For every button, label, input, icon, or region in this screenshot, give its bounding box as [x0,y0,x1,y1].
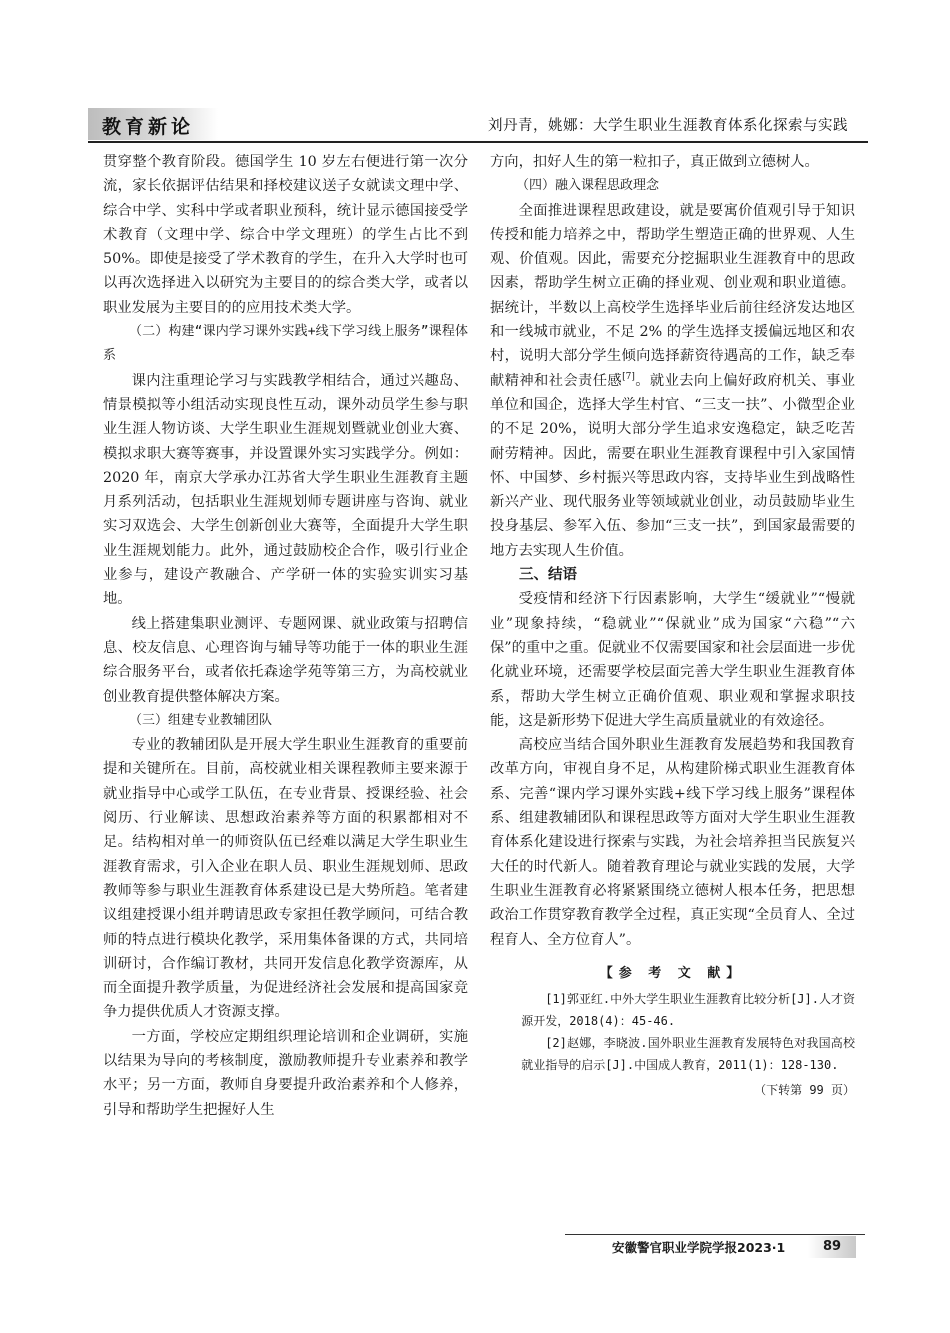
subsection-heading: （三）组建专业教辅团队 [129,712,273,728]
subsection-heading: （四）融入课程思政理念 [516,178,660,194]
paragraph: 课内注重理论学习与实践教学相结合，通过兴趣岛、情景模拟等小组活动实现良性互动，课外动员学生参与职业生涯人物访谈、大学生职业生涯规划暨就业创业大赛、模拟求职大赛等赛事，并设置课外实习实践学分。例如：2020 年，南京大学承办江苏省大学生职业生涯教育主题月系列活动，包括职业生涯规划师专题讲座与咨询、就业实习双选会、大学生创新创业大赛等，全面提升大学生职业生涯规划能力。此外，通过鼓励校企合作，吸引行业企业参与，建设产教融合、产学研一体的实验实训实习基地。 [103,372,468,608]
right-column [490,150,855,1102]
references-heading: 【参 考 文 献】 [599,965,746,981]
reference-item: [1]郭亚红.中外大学生职业生涯教育比较分析[J].人才资源开发，2018(4)：45-46. [521,992,855,1029]
paragraph: 一方面，学校应定期组织理论培训和企业调研，实施以结果为导向的考核制度，激励教师提升专业素养和教学水平；另一方面，教师自身要提升政治素养和个人修养，引导和帮助学生把握好人生 [103,1028,468,1118]
paragraph: 专业的教辅团队是开展大学生职业生涯教育的重要前提和关键所在。目前，高校就业相关课程教师主要来源于就业指导中心或学工队伍，在专业背景、授课经验、社会阅历、行业解读、思想政治素养等方面的积累都相对不足。结构相对单一的师资队伍已经难以满足大学生职业生涯教育需求，引入企业在职人员、职业生涯规划师、思政教师等参与职业生涯教育体系建设已是大势所趋。笔者建议组建授课小组并聘请思政专家担任教学顾问，可结合教师的特点进行模块化教学，采用集体备课的方式，共同培训研讨，合作编订教材，共同开发信息化教学资源库，从而全面提升教学质量，为促进经济社会发展和提高国家竞争力提供优质人才资源支撑。 [103,737,468,1021]
paragraph-text: 全面推进课程思政建设，就是要寓价值观引导于知识传授和能力培养之中，帮助学生塑造正确的世界观、人生观、价值观。因此，需要充分挖掘职业生涯教育中的思政因素，帮助学生树立正确的择业观、创业观和职业道德。据统计，半数以上高校学生选择毕业后前往经济发达地区和一线城市就业，不足 2% 的学生选择支援偏远地区和农村，说明大部分学生倾向选择薪资待遇高的工作，缺乏奉献精神和社会责任感 [490,202,855,389]
header-divider [88,141,868,143]
paragraph: 高校应当结合国外职业生涯教育发展趋势和我国教育改革方向，审视自身不足，从构建阶梯式职业生涯教育体系、完善“课内学习课外实践+线下学习线上服务”课程体系、组建教辅团队和课程思政等方面对大学生职业生涯教育体系化建设进行探索与实践，为社会培养担当民族复兴大任的时代新人。随着教育理论与就业实践的发展，大学生职业生涯教育必将紧紧围绕立德树人根本任务，把思想政治工作贯穿教育教学全过程，真正实现“全员育人、全过程育人、全方位育人”。 [490,737,855,948]
journal-section-tag [88,108,218,140]
footer-journal-name: 安徽警官职业学院学报2023·1 [612,1240,786,1255]
paragraph: 受疫情和经济下行因素影响，大学生“缓就业”“慢就业”现象持续，“稳就业”“保就业”成为国家“六稳”“六保”的重中之重。促就业不仅需要国家和社会层面进一步优化就业环境，还需要学校层面完善大学生职业生涯教育体系，帮助大学生树立正确价值观、职业观和掌握求职技能，这是新形势下促进大学生高质量就业的有效途径。 [490,591,855,729]
paragraph: 线上搭建集职业测评、专题网课、就业政策与招聘信息、校友信息、心理咨询与辅导等功能于一体的职业生涯综合服务平台，或者依托森途学苑等第三方，为高校就业创业教育提供整体解决方案。 [103,615,468,705]
paragraph: 贯穿整个教育阶段。德国学生 10 岁左右便进行第一次分流，家长依据评估结果和择校建议送子女就读文理中学、综合中学、实科中学或者职业预科，统计显示德国接受学术教育（文理中学、综合中学文理班）的学生占比不到 50%。即使是接受了学术教育的学生，在升入大学时也可以再次选择进入以研究为主要目的的综合类大学，或者以职业发展为主要目的的应用技术类大学。 [103,154,468,316]
running-title: 刘丹青，姚娜：大学生职业生涯教育体系化探索与实践 [488,118,848,134]
reference-item: [2]赵娜，李晓波.国外职业生涯教育发展特色对我国高校就业指导的启示[J].中国成人教育，2011(1)：128-130. [521,1036,855,1073]
journal-section-label: 教育新论 [102,116,195,138]
section-heading: 三、结语 [519,567,577,584]
citation-marker[interactable]: [7] [622,371,635,382]
paragraph-text: 。就业去向上偏好政府机关、事业单位和国企，选择大学生村官、“三支一扶”、小微型企业的不足 20%，说明大部分学生追求安逸稳定，缺乏吃苦耐劳精神。因此，需要在职业生涯教育课程中引入家国情怀、中国梦、乡村振兴等思政内容，支持毕业生到战略性新兴产业、现代服务业等领域就业创业，动员鼓励毕业生投身基层、参军入伍、参加“三支一扶”，到国家最需要的地方去实现人生价值。 [490,372,855,559]
left-column [103,150,468,1122]
page-header [88,100,868,140]
paragraph: 方向，扣好人生的第一粒扣子，真正做到立德树人。 [490,154,819,170]
subsection-heading: （二）构建“课内学习课外实践+线下学习线上服务”课程体系 [103,324,468,364]
footer-divider [565,1234,865,1235]
page-number: 89 [808,1236,856,1258]
paragraph [490,199,855,563]
continued-note: （下转第 99 页） [754,1083,855,1098]
